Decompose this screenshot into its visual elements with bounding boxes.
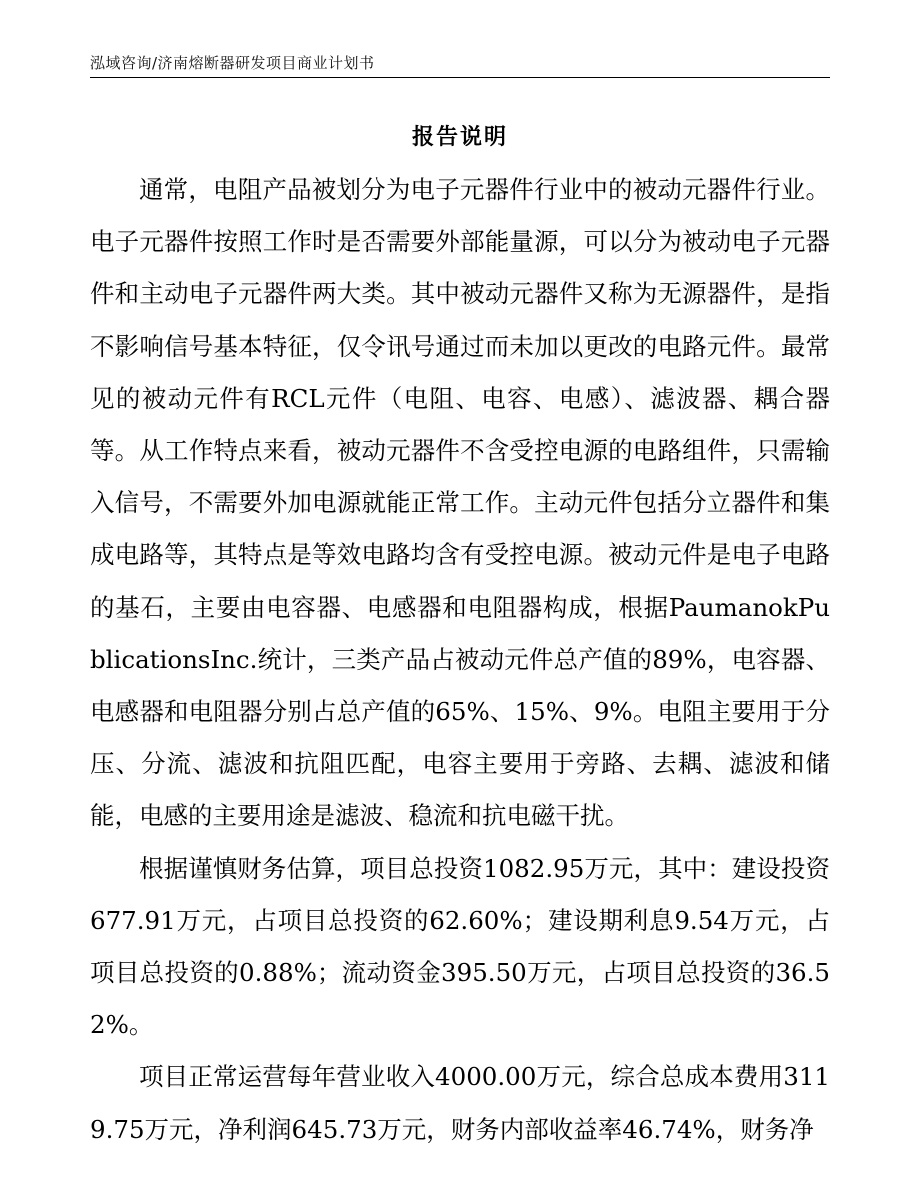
paragraph-investment-estimate: 根据谨慎财务估算，项目总投资1082.95万元，其中：建设投资677.91万元，占项目总投资的62.60%；建设期利息9.54万元，占项目总投资的0.88%；流动资金395.50万元，占项目总投资的36.52%。 <box>90 853 830 1040</box>
header-divider <box>90 77 830 78</box>
paragraph-industry-overview: 通常，电阻产品被划分为电子元器件行业中的被动元器件行业。电子元器件按照工作时是否需要外部能量源，可以分为被动电子元器件和主动电子元器件两大类。其中被动元器件又称为无源器件，是指不影响信号基本特征，仅令讯号通过而未加以更改的电路元件。最常见的被动元件有RCL元件（电阻、电容、电感）、滤波器、耦合器等。从工作特点来看，被动元器件不含受控电源的电路组件，只需输入信号，不需要外加电源就能正常工作。主动元件包括分立器件和集成电路等，其特点是等效电路均含有受控电源。被动元件是电子电路的基石，主要由电容器、电感器和电阻器构成，根据PaumanokPublicationsInc.统计，三类产品占被动元件总产值的89%，电容器、电感器和电阻器分别占总产值的65%、15%、9%。电阻主要用于分压、分流、滤波和抗阻匹配，电容主要用于旁路、去耦、滤波和储能，电感的主要用途是滤波、稳流和抗电磁干扰。 <box>90 175 830 831</box>
paragraph-operating-results: 项目正常运营每年营业收入4000.00万元，综合总成本费用3119.75万元，净利润645.73万元，财务内部收益率46.74%，财务净 <box>90 1062 830 1144</box>
section-title: 报告说明 <box>411 124 508 150</box>
document-header: 泓域咨询/济南熔断器研发项目商业计划书 <box>90 54 375 72</box>
report-body <box>90 164 830 1156</box>
